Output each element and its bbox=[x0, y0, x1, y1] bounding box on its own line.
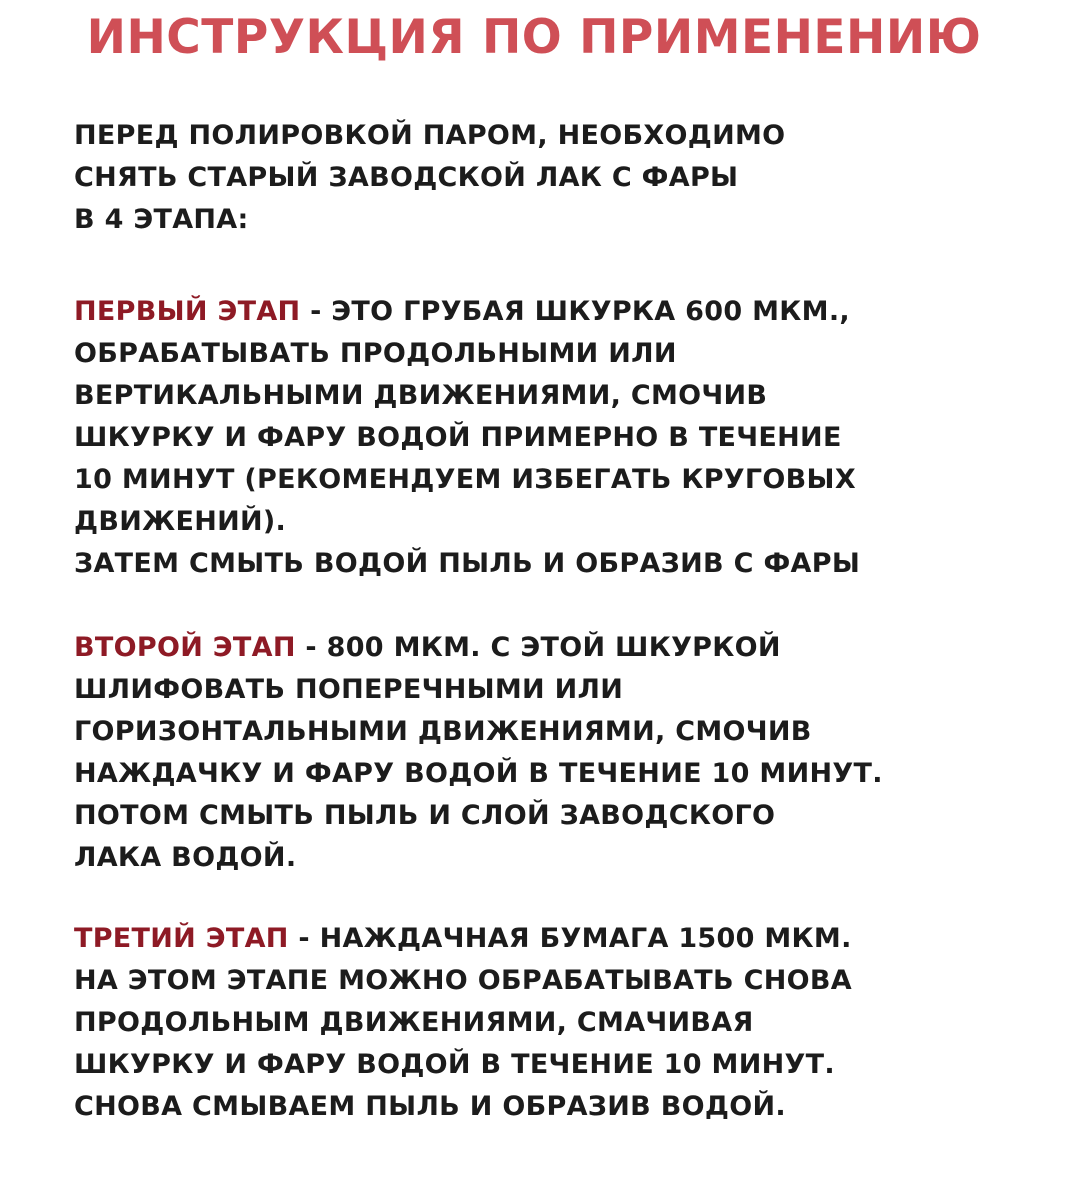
stage-1-line: ЗАТЕМ СМЫТЬ ВОДОЙ ПЫЛЬ И ОБРАЗИВ С ФАРЫ bbox=[74, 548, 861, 579]
stage-1-paragraph bbox=[74, 291, 1034, 585]
stage-2-line: ШЛИФОВАТЬ ПОПЕРЕЧНЫМИ ИЛИ bbox=[74, 674, 624, 705]
stage-2-line: ПОТОМ СМЫТЬ ПЫЛЬ И СЛОЙ ЗАВОДСКОГО bbox=[74, 800, 776, 831]
intro-line: СНЯТЬ СТАРЫЙ ЗАВОДСКОЙ ЛАК С ФАРЫ bbox=[74, 162, 739, 193]
stage-3-paragraph bbox=[74, 918, 1034, 1128]
intro-line: ПЕРЕД ПОЛИРОВКОЙ ПАРОМ, НЕОБХОДИМО bbox=[74, 120, 786, 151]
page-title: ИНСТРУКЦИЯ ПО ПРИМЕНЕНИЮ bbox=[86, 10, 982, 65]
stage-2-paragraph bbox=[74, 627, 1034, 879]
stage-3-name: ТРЕТИЙ ЭТАП bbox=[74, 923, 289, 954]
stage-1-line: ВЕРТИКАЛЬНЫМИ ДВИЖЕНИЯМИ, СМОЧИВ bbox=[74, 380, 768, 411]
stage-2-line: ГОРИЗОНТАЛЬНЫМИ ДВИЖЕНИЯМИ, СМОЧИВ bbox=[74, 716, 812, 747]
stage-3-line: СНОВА СМЫВАЕМ ПЫЛЬ И ОБРАЗИВ ВОДОЙ. bbox=[74, 1091, 786, 1122]
stage-1-first-line bbox=[74, 291, 1034, 333]
stage-1-line: ШКУРКУ И ФАРУ ВОДОЙ ПРИМЕРНО В ТЕЧЕНИЕ bbox=[74, 422, 842, 453]
stage-1-first-line-text: - ЭТО ГРУБАЯ ШКУРКА 600 МКМ., bbox=[300, 296, 850, 327]
stage-3-line: ПРОДОЛЬНЫМ ДВИЖЕНИЯМИ, СМАЧИВАЯ bbox=[74, 1007, 754, 1038]
stage-2-name: ВТОРОЙ ЭТАП bbox=[74, 632, 296, 663]
stage-3-line: ШКУРКУ И ФАРУ ВОДОЙ В ТЕЧЕНИЕ 10 МИНУТ. bbox=[74, 1049, 835, 1080]
stage-1-line: ДВИЖЕНИЙ). bbox=[74, 506, 287, 537]
intro-paragraph bbox=[74, 115, 1034, 241]
stage-1-name: ПЕРВЫЙ ЭТАП bbox=[74, 296, 301, 327]
stage-1-line: ОБРАБАТЫВАТЬ ПРОДОЛЬНЫМИ ИЛИ bbox=[74, 338, 677, 369]
stage-2-line: ЛАКА ВОДОЙ. bbox=[74, 842, 297, 873]
stage-3-first-line-text: - НАЖДАЧНАЯ БУМАГА 1500 МКМ. bbox=[288, 923, 852, 954]
stage-2-line: НАЖДАЧКУ И ФАРУ ВОДОЙ В ТЕЧЕНИЕ 10 МИНУТ. bbox=[74, 758, 883, 789]
stage-3-line: НА ЭТОМ ЭТАПЕ МОЖНО ОБРАБАТЫВАТЬ СНОВА bbox=[74, 965, 852, 996]
stage-2-first-line bbox=[74, 627, 1034, 669]
stage-1-line: 10 МИНУТ (РЕКОМЕНДУЕМ ИЗБЕГАТЬ КРУГОВЫХ bbox=[74, 464, 856, 495]
stage-2-first-line-text: - 800 МКМ. С ЭТОЙ ШКУРКОЙ bbox=[295, 632, 781, 663]
intro-line: В 4 ЭТАПА: bbox=[74, 204, 249, 235]
stage-3-first-line bbox=[74, 918, 1034, 960]
